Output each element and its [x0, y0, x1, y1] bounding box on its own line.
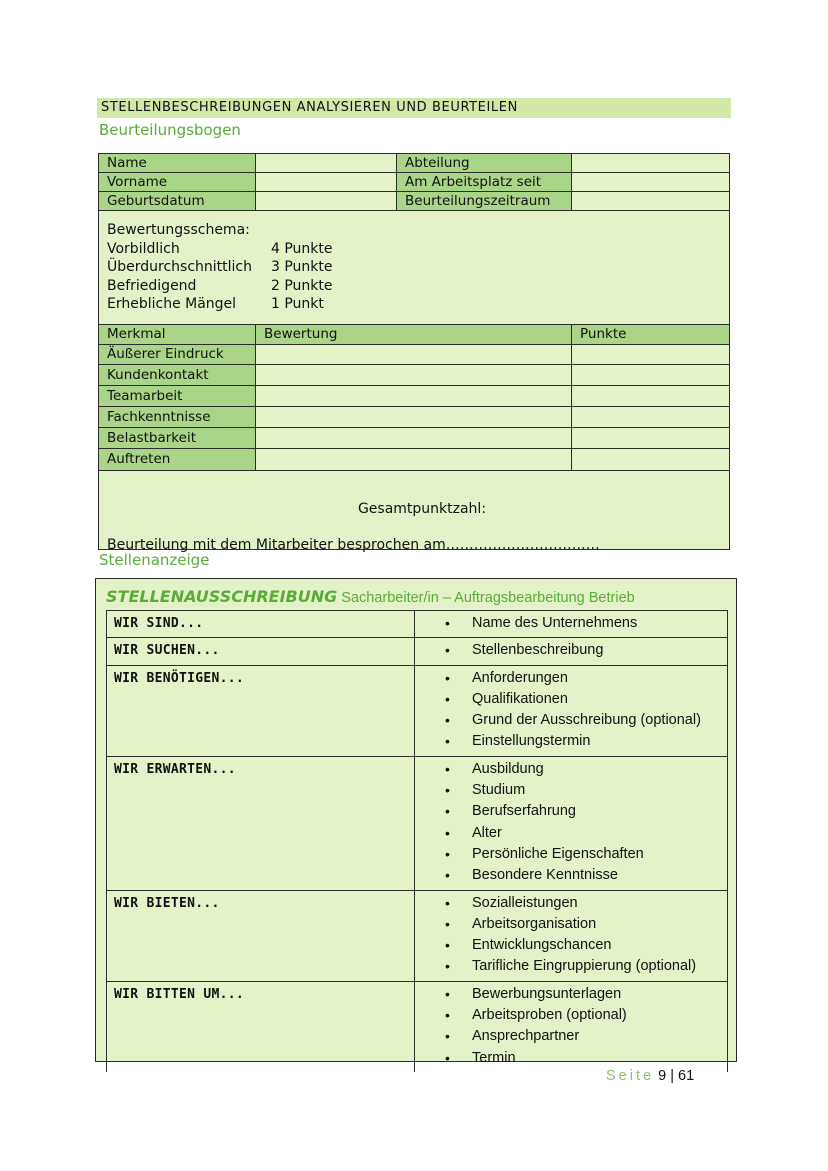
criterion-label: Teamarbeit: [99, 386, 256, 406]
form-title: Beurteilungsbogen: [99, 121, 241, 139]
page-separator: |: [670, 1068, 674, 1084]
ad-row-list: [415, 638, 727, 664]
list-item: • Name des Unternehmens: [415, 613, 727, 634]
ad-row-key: WIR BIETEN...: [107, 891, 415, 981]
rating-input[interactable]: [256, 365, 572, 385]
scheme-line: [107, 258, 729, 277]
criteria-row: [99, 449, 729, 471]
ad-row-list: [415, 666, 727, 756]
ad-row-key: WIR SUCHEN...: [107, 638, 415, 664]
criterion-label: Fachkenntnisse: [99, 407, 256, 427]
list-item: • Tarifliche Eingruppierung (optional): [415, 956, 727, 977]
column-header: Bewertung: [256, 325, 572, 344]
field-label-birthdate: Geburtsdatum: [99, 192, 256, 210]
column-header: Punkte: [572, 325, 729, 344]
list-item: • Sozialleistungen: [415, 893, 727, 914]
list-item: • Grund der Ausschreibung (optional): [415, 710, 727, 731]
points-input[interactable]: [572, 449, 729, 470]
criteria-row: [99, 345, 729, 365]
ad-row: [107, 757, 727, 891]
scheme-points: 3 Punkte: [271, 259, 333, 275]
scheme-grade: Vorbildlich: [107, 240, 180, 257]
ad-row-list: [415, 757, 727, 890]
rating-input[interactable]: [256, 449, 572, 470]
period-input[interactable]: [572, 192, 729, 210]
page-total: 61: [678, 1068, 695, 1084]
ad-row-key: WIR ERWARTEN...: [107, 757, 415, 890]
criteria-header: [99, 325, 729, 345]
field-label-firstname: Vorname: [99, 173, 256, 191]
points-input[interactable]: [572, 407, 729, 427]
scheme-points: 4 Punkte: [271, 240, 333, 257]
total-points-label: Gesamtpunktzahl:: [357, 500, 487, 517]
field-row: [99, 192, 729, 211]
job-ad-title-rest: Sacharbeiter/in – Auftragsbearbeitung Betrieb: [337, 590, 635, 606]
page-label: Seite: [606, 1068, 655, 1084]
list-item: • Einstellungstermin: [415, 731, 727, 752]
since-input[interactable]: [572, 173, 729, 191]
criterion-label: Kundenkontakt: [99, 365, 256, 385]
section-title: STELLENBESCHREIBUNGEN ANALYSIEREN UND BEURTEILEN: [97, 98, 731, 118]
ad-row: [107, 638, 727, 665]
field-row: [99, 154, 729, 173]
list-item: • Berufserfahrung: [415, 801, 727, 822]
ad-row-list: [415, 611, 727, 637]
list-item: • Ausbildung: [415, 759, 727, 780]
ad-row: [107, 666, 727, 757]
criterion-label: Auftreten: [99, 449, 256, 470]
scheme-grade: Befriedigend: [107, 277, 197, 294]
list-item: • Stellenbeschreibung: [415, 640, 727, 661]
list-item: • Qualifikationen: [415, 689, 727, 710]
ad-row-key: WIR BITTEN UM...: [107, 982, 415, 1072]
points-input[interactable]: [572, 386, 729, 406]
rating-input[interactable]: [256, 407, 572, 427]
rating-input[interactable]: [256, 386, 572, 406]
list-item: • Ansprechpartner: [415, 1026, 727, 1047]
points-input[interactable]: [572, 365, 729, 385]
scheme-line: [107, 240, 729, 259]
rating-input[interactable]: [256, 428, 572, 448]
list-item: • Termin: [415, 1048, 727, 1069]
list-item: • Arbeitsorganisation: [415, 914, 727, 935]
ad-row-key: WIR BENÖTIGEN...: [107, 666, 415, 756]
rating-scheme-title: Bewertungsschema:: [107, 222, 250, 238]
rating-input[interactable]: [256, 345, 572, 364]
job-ad-title-bold: STELLENAUSSCHREIBUNG: [106, 587, 338, 606]
scheme-grade: Erhebliche Mängel: [107, 296, 237, 312]
field-label-department: Abteilung: [397, 154, 572, 172]
list-item: • Studium: [415, 780, 727, 801]
criteria-row: [99, 365, 729, 386]
field-label-period: Beurteilungszeitraum: [397, 192, 572, 210]
job-ad: [95, 578, 737, 1066]
scheme-points: 1 Punkt: [271, 296, 324, 312]
page-number: 9: [658, 1068, 667, 1084]
assessment-form: [98, 153, 730, 553]
field-label-since: Am Arbeitsplatz seit: [397, 173, 572, 191]
field-label-name: Name: [99, 154, 256, 172]
ad-row: [107, 982, 727, 1072]
name-input[interactable]: [256, 154, 397, 172]
rating-scheme: [99, 211, 729, 325]
job-ad-title: [106, 587, 635, 606]
column-header: Merkmal: [99, 325, 256, 344]
list-item: • Besondere Kenntnisse: [415, 865, 727, 886]
firstname-input[interactable]: [256, 173, 397, 191]
discussed-date-label: Beurteilung mit dem Mitarbeiter besprochen am……………………………: [107, 536, 600, 553]
list-item: • Bewerbungsunterlagen: [415, 984, 727, 1005]
department-input[interactable]: [572, 154, 729, 172]
list-item: • Arbeitsproben (optional): [415, 1005, 727, 1026]
points-input[interactable]: [572, 428, 729, 448]
scheme-line: [107, 295, 729, 314]
scheme-grade: Überdurchschnittlich: [107, 259, 252, 275]
criterion-label: Äußerer Eindruck: [99, 345, 256, 364]
list-item: • Persönliche Eigenschaften: [415, 844, 727, 865]
ad-row: [107, 891, 727, 982]
ad-row-list: [415, 982, 727, 1072]
points-input[interactable]: [572, 345, 729, 364]
ad-row-key: WIR SIND...: [107, 611, 415, 637]
scheme-line: [107, 277, 729, 296]
list-item: • Alter: [415, 823, 727, 844]
job-ad-table: [106, 610, 728, 1072]
ad-row-list: [415, 891, 727, 981]
criteria-row: [99, 407, 729, 428]
criteria-row: [99, 428, 729, 449]
ad-row: [107, 611, 727, 638]
birthdate-input[interactable]: [256, 192, 397, 210]
list-item: • Anforderungen: [415, 668, 727, 689]
list-item: • Entwicklungschancen: [415, 935, 727, 956]
scheme-points: 2 Punkte: [271, 277, 333, 294]
page-footer: [606, 1068, 694, 1084]
field-row: [99, 173, 729, 192]
criterion-label: Belastbarkeit: [99, 428, 256, 448]
summary-area: [99, 471, 729, 553]
ad-section-title: Stellenanzeige: [99, 551, 210, 569]
criteria-row: [99, 386, 729, 407]
